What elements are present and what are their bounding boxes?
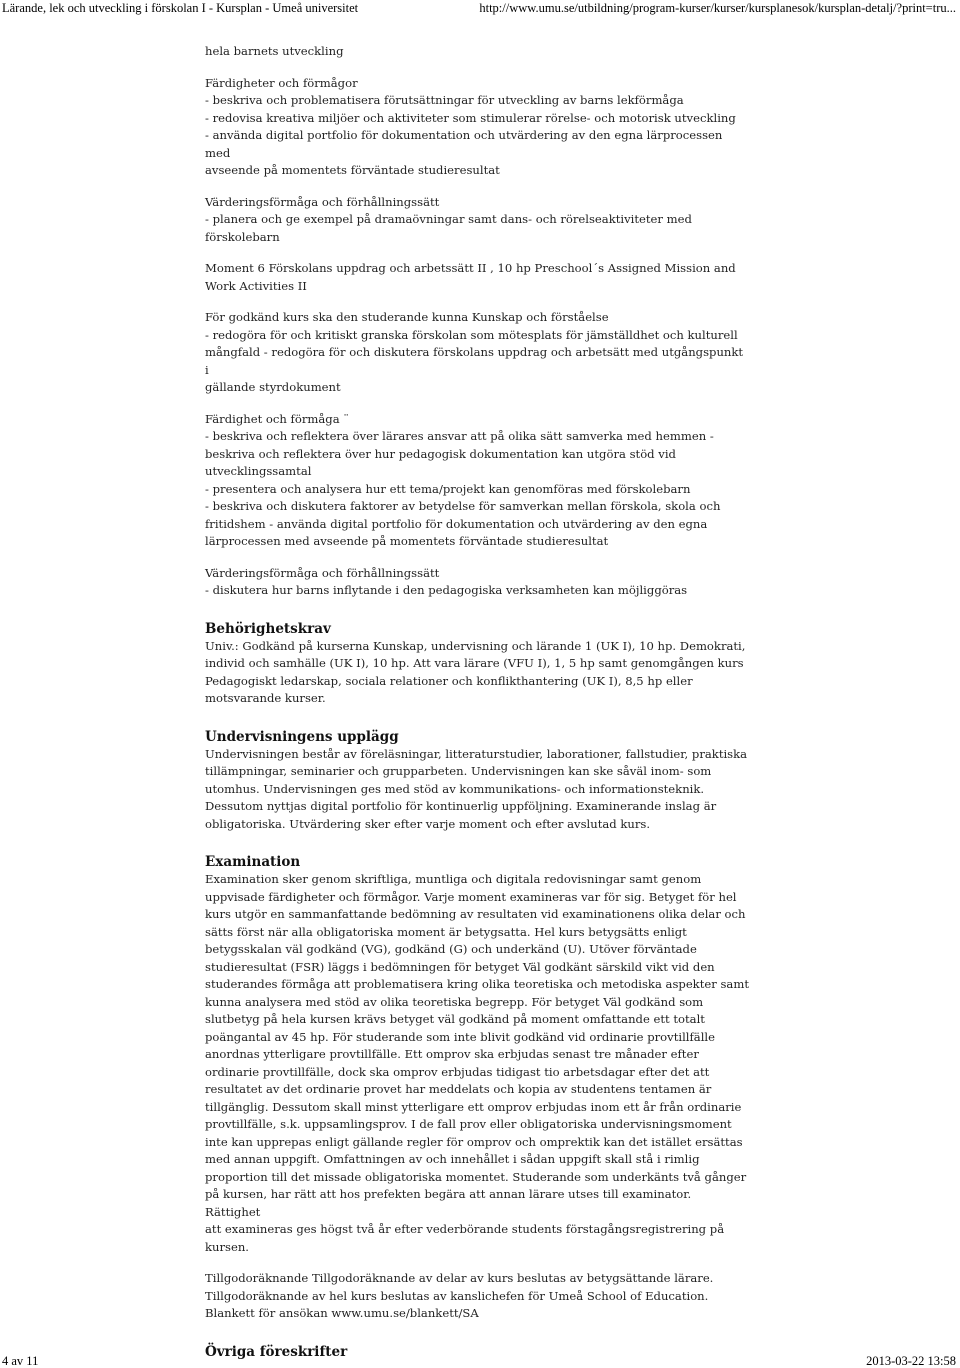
print-header-title: Lärande, lek och utveckling i förskolan I - Kursplan - Umeå universitet (2, 1, 359, 15)
paragraph: Moment 6 Förskolans uppdrag och arbetssätt II , 10 hp Preschool´s Assigned Mission and Work Activities II (205, 261, 736, 293)
section-heading: Övriga föreskrifter (205, 1343, 348, 1360)
paragraph: Färdigheter och förmågor - beskriva och problematisera förutsättningar för utveckling av barns lekförmåga - redovisa kreativa miljöer och aktiviteter som stimulerar rörelse- och motorisk utveckling - använda digital portfolio för dokumentation och utvärdering av den egna lärprocessen med avseende på momentets förväntade studieresultat (205, 75, 736, 177)
paragraph: Undervisningen består av föreläsningar, litteraturstudier, laborationer, fallstudier, praktiska tillämpningar, seminarier och grupparbeten. Undervisningen kan ske såväl inom- som utomhus. Undervisningen ges med stöd av kommunikations- och informationsteknik. Dessutom nyttjas digital portfolio för kontinuerlig uppföljning. Examinerande inslag är obligatoriska. Utvärdering sker efter varje moment och efter avslutad kurs. (205, 746, 748, 831)
print-footer-timestamp: 2013-03-22 13:58 (866, 1354, 956, 1368)
paragraph: Tillgodoräknande Tillgodoräknande av delar av kurs beslutas av betygsättande lärare. Tillgodoräknande av hel kurs beslutas av kanslichefen för Umeå School of Education. Blankett för ansökan www.umu.se/blankett/SA (205, 1271, 714, 1320)
document-body (205, 43, 750, 1361)
paragraph: Värderingsförmåga och förhållningssätt - planera och ge exempel på dramaövningar samt dans- och rörelseaktiviteter med förskolebarn (205, 194, 692, 244)
print-footer-page-number: 4 av 11 (2, 1354, 39, 1368)
paragraph: Examination sker genom skriftliga, muntliga och digitala redovisningar samt genom uppvisade färdigheter och förmågor. Varje moment examineras var för sig. Betyget för hel kurs utgör en sammanfattande bedömning av resultaten vid examinationens olika delar och sätts först när alla obligatoriska moment är betygsatta. Hel kurs betygsätts enligt betygsskalan väl godkänd (VG), godkänd (G) och underkänd (U). Utöver förväntade studieresultat (FSR) läggs i bedömningen för betyget Väl godkänt särskild vikt vid den studerandes förmåga att problematisera kring olika teoretiska och metodiska aspekter samt kunna analysera med stöd av olika teoretiska begrepp. För betyget Väl godkänd som slutbetyg på hela kursen krävs betyget väl godkänd på moment omfattande ett totalt poängantal av 45 hp. För studerande som inte blivit godkänd vid ordinarie provtillfälle anordnas ytterligare provtillfälle. Ett omprov ska erbjudas senast tre månader efter ordinarie provtillfälle, dock ska omprov erbjudas tidigast tio arbetsdagar efter det att resultatet av det ordinarie provet har meddelats och kopia av studentens tentamen är tillgänglig. Dessutom skall minst ytterligare ett omprov erbjudas inom ett år från ordinarie provtillfälle, s.k. uppsamlingsprov. I de fall prov eller obligatoriska undervisningsmoment inte kan upprepas enligt gällande regler för omprov och omprektik kan det istället ersättas med annan uppgift. Omfattningen av och innehållet i sådan uppgift skall stå i rimlig proportion till det missade obligatoriska momentet. Studerande som underkänts två gånger på kursen, har rätt att hos prefekten begära att annan lärare utses till examinator. Rättighet att examineras ges högst två år efter vederbörande students förstagångsregistrering på kursen. (205, 872, 749, 1254)
paragraph: För godkänd kurs ska den studerande kunna Kunskap och förståelse - redogöra för och kritiskt granska förskolan som mötesplats för jämställdhet och kulturell mångfald - redogöra för och diskutera förskolans uppdrag och arbetsätt med utgångspunkt i gällande styrdokument (205, 310, 744, 394)
paragraph: Värderingsförmåga och förhållningssätt - diskutera hur barns inflytande i den pedagogiska verksamheten kan möjliggöras (205, 565, 688, 597)
paragraph: Univ.: Godkänd på kurserna Kunskap, undervisning och lärande 1 (UK I), 10 hp. Demokrati, individ och samhälle (UK I), 10 hp. Att vara lärare (VFU I), 1, 5 hp samt genomgången kurs Pedagogiskt ledarskap, sociala relationer och konflikthantering (UK I), 8,5 hp eller motsvarande kurser. (205, 638, 746, 705)
paragraph: hela barnets utveckling (205, 44, 344, 58)
paragraph: Färdighet och förmåga ¨ - beskriva och reflektera över lärares ansvar att på olika sätt samverka med hemmen - beskriva och reflektera över hur pedagogisk dokumentation kan utgöra stöd vid utvecklingssamtal - presentera och analysera hur ett tema/projekt kan genomföras med förskolebarn - beskriva och diskutera faktorer av betydelse för samverkan mellan förskola, skola och fritidshem - använda digital portfolio för dokumentation och utvärdering av den egna lärprocessen med avseende på momentets förväntade studieresultat (205, 411, 721, 548)
section-heading: Behörighetskrav (205, 620, 331, 637)
section-heading: Examination (205, 854, 301, 870)
print-header-url: http://www.umu.se/utbildning/program-kurser/kurser/kursplanesok/kursplan-detalj/?print=tru... (479, 1, 956, 15)
section-heading: Undervisningens upplägg (205, 728, 399, 745)
